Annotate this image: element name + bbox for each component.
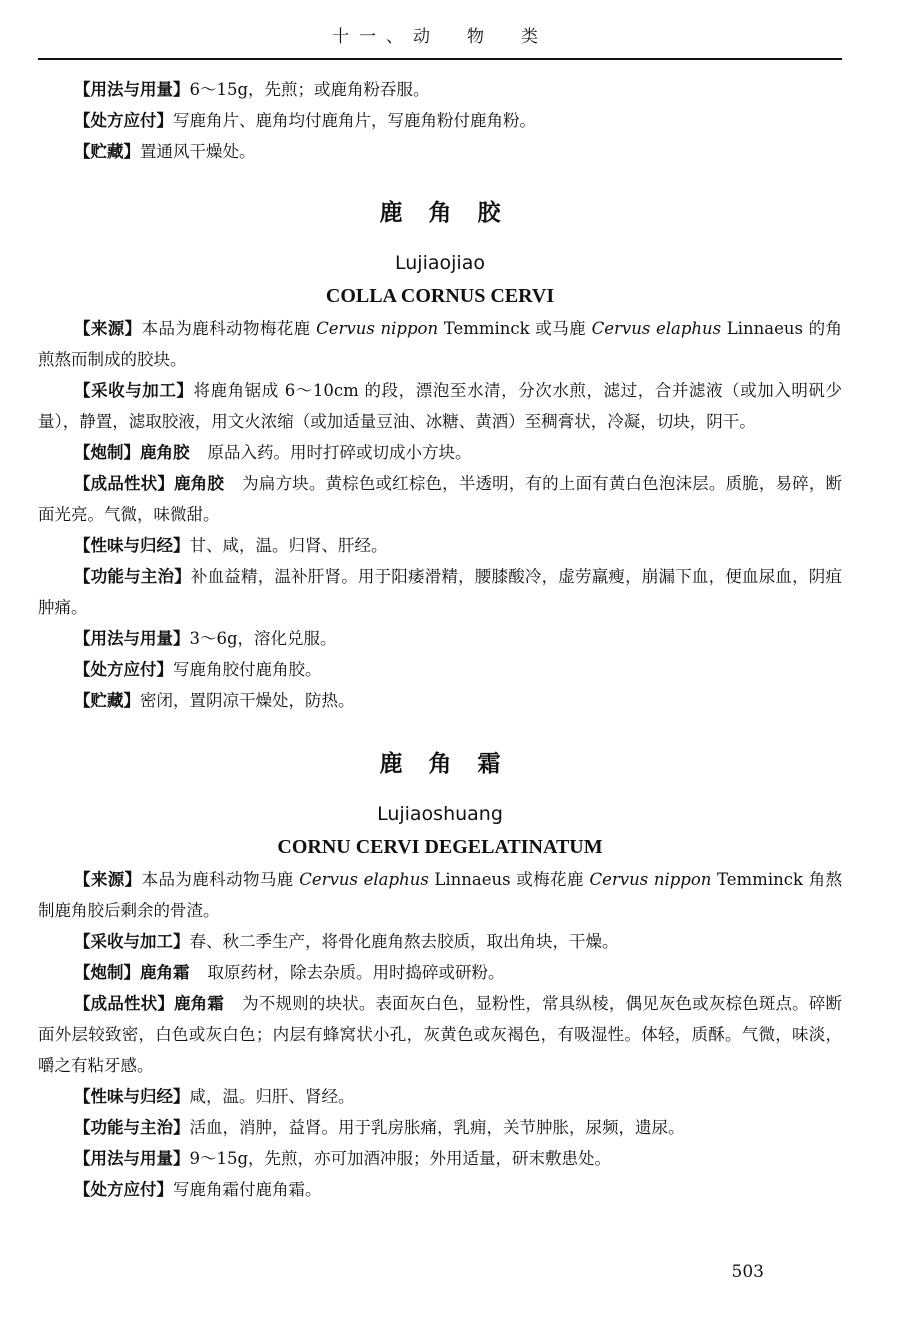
monograph-title: 鹿角胶 — [379, 200, 527, 226]
entry-processing — [38, 926, 842, 957]
entry-text: 置通风干燥处。 — [140, 142, 256, 161]
entry-prescription — [38, 1174, 842, 1205]
top-entries — [38, 74, 842, 167]
species-name: Cervus nippon — [316, 319, 439, 338]
entry-label: 【来源】 — [74, 870, 142, 889]
entry-label: 【成品性状】 — [74, 994, 174, 1013]
entry-label: 【用法与用量】 — [74, 80, 190, 99]
running-header: 十一、动 物 类 — [332, 27, 548, 47]
entry-description — [38, 468, 842, 530]
entry-label: 【贮藏】 — [74, 142, 140, 161]
entry-subject: 鹿角霜 — [140, 963, 190, 982]
entry-text: 原品入药。用时打碎或切成小方块。 — [207, 443, 472, 462]
entry-subject: 鹿角胶 — [140, 443, 190, 462]
monograph-pinyin: Lujiaoshuang — [377, 803, 503, 825]
entry-label: 【性味与归经】 — [74, 1087, 190, 1106]
entry-usage — [38, 623, 842, 654]
entry-label: 【贮藏】 — [74, 691, 140, 710]
entry-functions — [38, 561, 842, 623]
entry-description — [38, 988, 842, 1081]
entry-label: 【处方应付】 — [74, 1180, 173, 1199]
entry-label: 【采收与加工】 — [74, 381, 194, 400]
species-name: Cervus elaphus — [299, 870, 429, 889]
entry-label: 【采收与加工】 — [74, 932, 190, 951]
entry-text: 取原药材，除去杂质。用时捣碎或研粉。 — [207, 963, 505, 982]
entry-text: 写鹿角霜付鹿角霜。 — [173, 1180, 322, 1199]
entry-label: 【用法与用量】 — [74, 629, 190, 648]
entry-label: 【性味与归经】 — [74, 536, 190, 555]
entry-subject: 鹿角胶 — [174, 474, 224, 493]
entry-text: 为扁方块。黄棕色或红棕色，半透明，有的上面有黄白色泡沫层。质脆，易碎，断面光亮。气微，味微甜。 — [38, 474, 843, 524]
entry-text: 甘、咸，温。归肾、肝经。 — [189, 536, 388, 555]
entry-label: 【功能与主治】 — [74, 1118, 190, 1137]
entry-functions — [38, 1112, 842, 1143]
entry-label: 【炮制】 — [74, 443, 140, 462]
monograph-lujiaojiao — [38, 193, 842, 716]
entry-preparation — [38, 437, 842, 468]
entry-nature-meridian — [38, 1081, 842, 1112]
entry-preparation — [38, 957, 842, 988]
entry-text: 密闭，置阴凉干燥处，防热。 — [140, 691, 355, 710]
entry-text: Linnaeus 或梅花鹿 — [428, 870, 590, 889]
entry-storage — [38, 685, 842, 716]
entry-text: 3～6g，溶化兑服。 — [189, 629, 337, 648]
entry-text: 活血，消肿，益肾。用于乳房胀痛，乳痈，关节肿胀，尿频，遗尿。 — [189, 1118, 685, 1137]
entry-text: Linnaeus 的角煎熬而制成的胶块。 — [38, 319, 842, 369]
entry-label: 【用法与用量】 — [74, 1149, 190, 1168]
entry-text: 补血益精，温补肝肾。用于阳痿滑精，腰膝酸冷，虚劳羸瘦，崩漏下血，便血尿血，阴疽肿痛。 — [38, 567, 843, 617]
entry-prescription — [38, 105, 842, 136]
entry-storage — [38, 136, 842, 167]
monograph-title: 鹿角霜 — [379, 751, 527, 777]
entry-source — [38, 864, 842, 926]
entry-usage — [38, 1143, 842, 1174]
entry-text: 为不规则的块状。表面灰白色，显粉性，常具纵棱，偶见灰色或灰棕色斑点。碎断面外层较致密，白色或灰白色；内层有蜂窝状小孔，灰黄色或灰褐色，有吸湿性。体轻，质酥。气微，味淡，嚼之有粘牙感。 — [38, 994, 843, 1075]
entry-text: Temminck 角熬制鹿角胶后剩余的骨渣。 — [38, 870, 843, 920]
species-name: Cervus elaphus — [591, 319, 722, 338]
entry-text: 9～15g，先煎，亦可加酒冲服；外用适量，研末敷患处。 — [189, 1149, 612, 1168]
monograph-latin-name: COLLA CORNUS CERVI — [325, 285, 555, 307]
entry-text: 写鹿角胶付鹿角胶。 — [173, 660, 322, 679]
entry-processing — [38, 375, 842, 437]
entry-prescription — [38, 654, 842, 685]
entry-label: 【功能与主治】 — [74, 567, 191, 586]
entry-text: 6～15g，先煎；或鹿角粉吞服。 — [189, 80, 430, 99]
monograph-lujiaoshuang — [38, 744, 842, 1205]
entry-usage — [38, 74, 842, 105]
page-number: 503 — [731, 1262, 764, 1282]
header-rule — [38, 58, 842, 60]
entry-text: 本品为鹿科动物梅花鹿 — [141, 319, 317, 338]
entry-text: 写鹿角片、鹿角均付鹿角片，写鹿角粉付鹿角粉。 — [173, 111, 536, 130]
entry-text: Temminck 或马鹿 — [438, 319, 592, 338]
entry-text: 咸，温。归肝、肾经。 — [189, 1087, 355, 1106]
entry-text: 本品为鹿科动物马鹿 — [141, 870, 300, 889]
species-name: Cervus nippon — [589, 870, 712, 889]
entry-label: 【来源】 — [74, 319, 142, 338]
entry-nature-meridian — [38, 530, 842, 561]
entry-text: 将鹿角锯成 6～10cm 的段，漂泡至水清，分次水煎，滤过，合并滤液（或加入明矾少量），静置，滤取胶液，用文火浓缩（或加适量豆油、冰糖、黄酒）至稠膏状，冷凝，切块，阴干。 — [38, 381, 843, 431]
entry-text: 春、秋二季生产，将骨化鹿角熬去胶质，取出角块，干燥。 — [189, 932, 619, 951]
content — [38, 74, 842, 1205]
entry-subject: 鹿角霜 — [174, 994, 224, 1013]
entry-label: 【处方应付】 — [74, 111, 173, 130]
monograph-pinyin: Lujiaojiao — [395, 252, 485, 274]
entry-label: 【处方应付】 — [74, 660, 173, 679]
entry-label: 【炮制】 — [74, 963, 140, 982]
entry-source — [38, 313, 842, 375]
entry-label: 【成品性状】 — [74, 474, 174, 493]
monograph-latin-name: CORNU CERVI DEGELATINATUM — [277, 836, 603, 858]
